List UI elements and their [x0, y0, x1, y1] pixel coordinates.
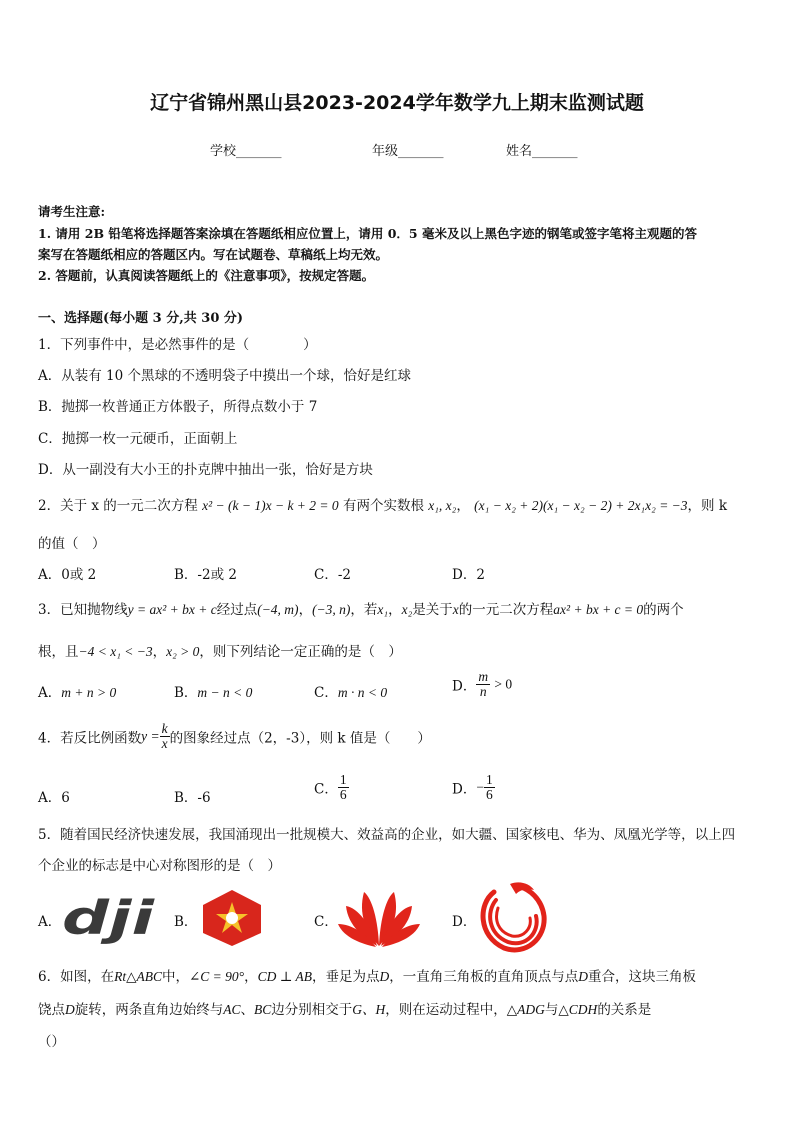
q4-num: k	[161, 721, 168, 736]
notice-line-2: 2. 答题前，认真阅读答题纸上的《注意事项》，按规定答题。	[38, 268, 375, 283]
nuclear-center-dot	[226, 912, 238, 924]
q4-pre: 4．若反比例函数	[38, 730, 142, 747]
q3-x1: x₁	[377, 602, 389, 617]
school-field[interactable]: 学校_______	[210, 144, 282, 159]
q5-option-d-label[interactable]: D．	[452, 914, 477, 930]
q4-option-c-fraction	[338, 773, 349, 802]
q2-pre: 2．关于 x 的一元二次方程	[38, 498, 198, 514]
q1-stem: 1．下列事件中，是必然事件的是（ ）	[38, 337, 317, 353]
q6-angle: ∠C = 90°	[188, 969, 245, 984]
q6-side-ac: AC	[223, 1002, 241, 1017]
q2-option-a[interactable]: A．0或 2	[38, 567, 97, 583]
q3-pre: 3．已知抛物线	[38, 602, 128, 618]
q2-option-d[interactable]: D．2	[452, 567, 485, 583]
q6-l1e: 重合，这块三角板	[588, 969, 697, 985]
huawei-petals	[338, 892, 420, 947]
q2-stem-line1: 2．关于 x 的一元二次方程 x² − (k − 1)x − k + 2 = 0 有两个实数根 x₁, x₂， (x₁ − x₂ + 2)(x₁ − x₂ − 2) + 2x₁x₂ = −3，则 k	[38, 498, 728, 514]
q3-eq-pre: 的一元二次方程	[458, 602, 554, 618]
q3-option-d-tail: > 0	[494, 676, 513, 692]
phoenix-rings	[483, 886, 544, 950]
q4-stem	[38, 722, 431, 751]
q2-roots: x₁, x₂	[428, 498, 457, 513]
q4-option-c-num: 1	[339, 772, 347, 787]
q6-l2b: 旋转，两条直角边始终与	[74, 1002, 224, 1018]
q5-stem-line1: 5．随着国民经济快速发展，我国涌现出一批规模大、效益高的企业，如大疆、国家核电、华为、凤凰光学等，以上四	[38, 827, 736, 843]
notice-line-1a: 1. 请用 2B 铅笔将选择题答案涂填在答题纸相应位置上，请用 0．5 毫米及以上黑色字迹的钢笔或签字笔将主观题的答	[38, 226, 697, 241]
section-choice-title: 一、选择题(每小题 3 分,共 30 分)	[38, 311, 244, 326]
q6-stem-line2: 饶点D旋转，两条直角边始终与AC、BC边分别相交于G、H，则在运动过程中，△ADG与△CDH的关系是	[38, 1002, 652, 1018]
q6-point-d-2: D	[578, 969, 589, 984]
q1-option-c[interactable]: C．抛掷一枚一元硬币，正面朝上	[38, 431, 238, 447]
q4-option-d-fraction	[484, 773, 495, 802]
q6-with: 与	[544, 1002, 559, 1018]
q3-through: 经过点	[216, 602, 258, 618]
q4-y: y =	[141, 728, 160, 744]
q3-x2: x₂	[401, 602, 413, 617]
q6-l2c: 边分别相交于	[271, 1002, 353, 1018]
q3-parabola: y = ax² + bx + c	[127, 602, 217, 617]
q3-point-2: (−3, n)	[312, 602, 351, 617]
dji-logo-text: dji	[62, 894, 156, 944]
q3-stem-line1: 3．已知抛物线y = ax² + bx + c经过点(−4, m)，(−3, n)，若x₁，x₂是关于x的一元二次方程ax² + bx + c = 0的两个	[38, 602, 684, 618]
q3-option-d-label: D．	[452, 678, 477, 695]
q5-option-a-label[interactable]: A．	[38, 914, 62, 930]
q3-option-d-den: n	[479, 684, 487, 700]
q5-option-c-label[interactable]: C．	[314, 914, 338, 930]
q4-den: x	[161, 736, 168, 752]
q3-option-a-label: A．	[38, 685, 62, 701]
q3-option-a-expr: m + n > 0	[61, 685, 117, 700]
q3-option-b-expr: m − n < 0	[197, 685, 253, 700]
q6-triangle-cdh: △CDH	[558, 1002, 598, 1017]
q3-option-d-fraction	[476, 670, 490, 699]
notice-line-1b: 案写在答题纸相应的答题区内。写在试题卷、草稿纸上均无效。	[38, 247, 389, 262]
q3-option-d-num: m	[478, 669, 489, 684]
q6-l2d: ，则在运动过程中，	[385, 1002, 507, 1018]
q5-stem-line2: 个企业的标志是中心对称图形的是（ ）	[38, 858, 281, 874]
q3-l2a: 根，且	[38, 644, 79, 660]
q2-post: ，则 k	[687, 498, 728, 514]
q6-l1d: ，一直角三角板的直角顶点与点	[389, 969, 579, 985]
name-field[interactable]: 姓名_______	[506, 144, 578, 159]
q3-equation: ax² + bx + c = 0	[553, 602, 644, 617]
q3-point-1: (−4, m)	[257, 602, 299, 617]
q3-mid: ，若	[350, 602, 378, 618]
q4-option-d-label: D．	[452, 781, 477, 798]
q3-option-c-label: C．	[314, 685, 338, 701]
nuclear-power-logo-icon[interactable]	[198, 888, 266, 948]
q2-option-b[interactable]: B．-2或 2	[174, 567, 237, 583]
q6-l1a: 6．如图，在	[38, 969, 115, 985]
q3-option-d[interactable]	[452, 670, 512, 699]
q2-option-c[interactable]: C．-2	[314, 567, 351, 583]
q6-points-gh: G、H	[352, 1002, 386, 1017]
q3-stem-line2: 根，且−4 < x₁ < −3，x₂ > 0，则下列结论一定正确的是（ ）	[38, 644, 402, 660]
q3-about: 是关于	[412, 602, 453, 618]
dji-logo-icon[interactable]	[60, 894, 156, 944]
q6-point-d: D	[379, 969, 390, 984]
q4-post: 的图象经过点（2，-3），则 k 值是（ ）	[169, 730, 431, 747]
q4-option-d-num: 1	[485, 772, 493, 787]
q4-option-c[interactable]	[314, 773, 349, 802]
q2-stem-line2: 的值（ ）	[38, 536, 106, 552]
q4-option-a[interactable]: A．6	[38, 790, 70, 806]
q1-option-b[interactable]: B．抛掷一枚普通正方体骰子，所得点数小于 7	[38, 399, 318, 415]
q3-post: 的两个	[643, 602, 684, 618]
q6-l1b: 中，	[161, 969, 189, 985]
q3-ineq-2: x₂ > 0	[166, 644, 200, 659]
q3-l2b: ，则下列结论一定正确的是（ ）	[199, 644, 402, 660]
q5-option-b-label[interactable]: B．	[174, 914, 198, 930]
q1-option-a[interactable]: A．从装有 10 个黑球的不透明袋子中摸出一个球，恰好是红球	[38, 368, 412, 384]
q3-option-a[interactable]	[38, 681, 116, 701]
q6-stem-line1: 6．如图，在Rt△ABC中，∠C = 90°，CD ⊥ AB，垂足为点D，一直角三角板的直角顶点与点D重合，这块三角板	[38, 969, 697, 985]
q2-equation: x² − (k − 1)x − k + 2 = 0	[202, 498, 339, 513]
q6-l1c: ，垂足为点	[312, 969, 380, 985]
q4-option-c-label: C．	[314, 781, 338, 798]
q2-mid: 有两个实数根	[342, 498, 424, 514]
q6-l2a: 饶点	[38, 1002, 65, 1018]
q4-option-d-sign: −	[476, 779, 484, 795]
q6-l2e: 的关系是	[597, 1002, 652, 1018]
q4-fraction	[160, 722, 170, 751]
phoenix-optics-logo-icon[interactable]	[474, 880, 550, 956]
huawei-logo-icon[interactable]	[336, 884, 422, 948]
q4-option-c-den: 6	[339, 787, 347, 803]
q1-option-d[interactable]: D．从一副没有大小王的扑克牌中抽出一张，恰好是方块	[38, 462, 373, 478]
q6-triangle-adg: △ADG	[506, 1002, 545, 1017]
q6-stem-line3: （）	[38, 1034, 65, 1050]
q3-xvar: x	[452, 602, 459, 617]
q6-perpendicular: CD ⊥ AB	[257, 969, 313, 984]
page-title: 辽宁省锦州黑山县2023-2024学年数学九上期末监测试题	[150, 92, 644, 114]
q6-rt-triangle: Rt△ABC	[114, 969, 162, 984]
q4-option-d[interactable]	[452, 773, 495, 802]
q3-option-b[interactable]	[174, 681, 252, 701]
q3-option-c-expr: m · n < 0	[337, 685, 388, 700]
q3-option-b-label: B．	[174, 685, 198, 701]
q6-side-bc: BC	[254, 1002, 272, 1017]
grade-field[interactable]: 年级_______	[372, 144, 444, 159]
q2-condition: (x₁ − x₂ + 2)(x₁ − x₂ − 2) + 2x₁x₂ = −3	[474, 498, 688, 513]
q3-option-c[interactable]	[314, 681, 387, 701]
q4-option-d-den: 6	[485, 787, 493, 803]
q4-option-b[interactable]: B．-6	[174, 790, 211, 806]
q3-ineq-1: −4 < x₁ < −3	[78, 644, 153, 659]
notice-header: 请考生注意:	[38, 204, 106, 219]
q6-point-d-3: D	[65, 1002, 75, 1017]
